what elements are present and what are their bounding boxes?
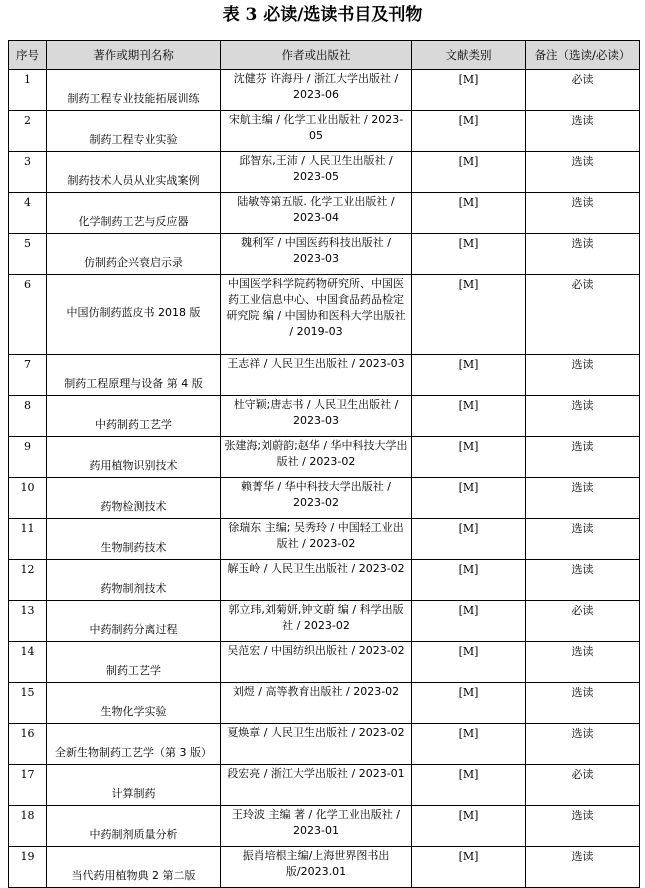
- header-seq: 序号: [9, 41, 47, 70]
- table-row: [9, 724, 640, 765]
- table-row: [9, 519, 640, 560]
- row-seq: 3: [9, 152, 47, 193]
- row-type: [M]: [412, 806, 526, 847]
- row-note: 选读: [526, 560, 640, 601]
- row-type: [M]: [412, 601, 526, 642]
- row-seq: 16: [9, 724, 47, 765]
- table-row: [9, 234, 640, 275]
- row-note: 选读: [526, 437, 640, 478]
- row-note: 选读: [526, 519, 640, 560]
- row-author: 魏利军 / 中国医药科技出版社 / 2023-03: [221, 234, 412, 275]
- row-note: 必读: [526, 601, 640, 642]
- table-row: [9, 478, 640, 519]
- row-author: 陆敏等第五版. 化学工业出版社 / 2023-04: [221, 193, 412, 234]
- table-row: [9, 355, 640, 396]
- row-name: 生物化学实验: [47, 683, 221, 724]
- row-name: 制药工程专业技能拓展训练: [47, 70, 221, 111]
- table-row: [9, 152, 640, 193]
- header-name: 著作或期刊名称: [47, 41, 221, 70]
- header-row: [9, 41, 640, 70]
- header-author: 作者或出版社: [221, 41, 412, 70]
- row-seq: 13: [9, 601, 47, 642]
- row-type: [M]: [412, 152, 526, 193]
- row-name: 制药技术人员从业实战案例: [47, 152, 221, 193]
- row-name: 制药工艺学: [47, 642, 221, 683]
- table-row: [9, 437, 640, 478]
- row-name: 中药制剂质量分析: [47, 806, 221, 847]
- table-row: [9, 847, 640, 888]
- row-type: [M]: [412, 275, 526, 355]
- row-note: 必读: [526, 275, 640, 355]
- row-seq: 8: [9, 396, 47, 437]
- row-name: 当代药用植物典 2 第二版: [47, 847, 221, 888]
- row-name: 制药工程专业实验: [47, 111, 221, 152]
- row-type: [M]: [412, 478, 526, 519]
- row-type: [M]: [412, 847, 526, 888]
- row-name: 药物制剂技术: [47, 560, 221, 601]
- row-seq: 12: [9, 560, 47, 601]
- row-seq: 10: [9, 478, 47, 519]
- row-seq: 2: [9, 111, 47, 152]
- table-row: [9, 111, 640, 152]
- table-row: [9, 601, 640, 642]
- row-note: 选读: [526, 847, 640, 888]
- row-author: 吴范宏 / 中国纺织出版社 / 2023-02: [221, 642, 412, 683]
- row-name: 药用植物识别技术: [47, 437, 221, 478]
- row-name: 仿制药企兴衰启示录: [47, 234, 221, 275]
- table-title: 表 3 必读/选读书目及刊物: [222, 5, 423, 25]
- row-author: 赖菁华 / 华中科技大学出版社 / 2023-02: [221, 478, 412, 519]
- row-author: 振肖培根主编/上海世界图书出版/2023.01: [221, 847, 412, 888]
- row-author: 段宏亮 / 浙江大学出版社 / 2023-01: [221, 765, 412, 806]
- row-type: [M]: [412, 642, 526, 683]
- row-note: 选读: [526, 111, 640, 152]
- row-seq: 5: [9, 234, 47, 275]
- row-note: 选读: [526, 806, 640, 847]
- row-note: 选读: [526, 396, 640, 437]
- row-seq: 18: [9, 806, 47, 847]
- row-type: [M]: [412, 355, 526, 396]
- row-name: 中国仿制药蓝皮书 2018 版: [47, 275, 221, 355]
- row-name: 全新生物制药工艺学（第 3 版）: [47, 724, 221, 765]
- row-note: 选读: [526, 683, 640, 724]
- row-name: 计算制药: [47, 765, 221, 806]
- row-note: 选读: [526, 478, 640, 519]
- row-seq: 1: [9, 70, 47, 111]
- row-type: [M]: [412, 519, 526, 560]
- reading-list-table: [8, 40, 640, 888]
- table-row: [9, 396, 640, 437]
- row-note: 必读: [526, 70, 640, 111]
- row-type: [M]: [412, 560, 526, 601]
- row-type: [M]: [412, 396, 526, 437]
- row-author: 郭立玮,刘菊妍,钟文蔚 编 / 科学出版社 / 2023-02: [221, 601, 412, 642]
- row-seq: 11: [9, 519, 47, 560]
- row-type: [M]: [412, 437, 526, 478]
- row-note: 选读: [526, 152, 640, 193]
- row-note: 选读: [526, 193, 640, 234]
- table-row: [9, 193, 640, 234]
- row-type: [M]: [412, 193, 526, 234]
- row-note: 选读: [526, 642, 640, 683]
- row-type: [M]: [412, 683, 526, 724]
- row-author: 宋航主编 / 化学工业出版社 / 2023-05: [221, 111, 412, 152]
- row-note: 选读: [526, 724, 640, 765]
- row-author: 徐瑞东 主编; 吴秀玲 / 中国轻工业出版社 / 2023-02: [221, 519, 412, 560]
- row-note: 选读: [526, 234, 640, 275]
- table-row: [9, 275, 640, 355]
- row-author: 刘煜 / 高等教育出版社 / 2023-02: [221, 683, 412, 724]
- row-name: 中药制药工艺学: [47, 396, 221, 437]
- table-row: [9, 70, 640, 111]
- row-name: 制药工程原理与设备 第 4 版: [47, 355, 221, 396]
- row-seq: 4: [9, 193, 47, 234]
- row-author: 邱智东,王沛 / 人民卫生出版社 / 2023-05: [221, 152, 412, 193]
- table-row: [9, 765, 640, 806]
- row-author: 沈健芬 许海丹 / 浙江大学出版社 / 2023-06: [221, 70, 412, 111]
- table-row: [9, 560, 640, 601]
- row-type: [M]: [412, 111, 526, 152]
- table-row: [9, 642, 640, 683]
- row-type: [M]: [412, 70, 526, 111]
- row-name: 生物制药技术: [47, 519, 221, 560]
- row-type: [M]: [412, 765, 526, 806]
- row-seq: 15: [9, 683, 47, 724]
- row-type: [M]: [412, 234, 526, 275]
- row-author: 解玉岭 / 人民卫生出版社 / 2023-02: [221, 560, 412, 601]
- row-note: 选读: [526, 355, 640, 396]
- row-name: 化学制药工艺与反应器: [47, 193, 221, 234]
- row-note: 必读: [526, 765, 640, 806]
- row-author: 王志祥 / 人民卫生出版社 / 2023-03: [221, 355, 412, 396]
- row-type: [M]: [412, 724, 526, 765]
- row-seq: 7: [9, 355, 47, 396]
- row-name: 药物检测技术: [47, 478, 221, 519]
- header-note: 备注（选读/必读）: [526, 41, 640, 70]
- row-author: 中国医学科学院药物研究所、中国医药工业信息中心、中国食品药品检定研究院 编 / 中国协和医科大学出版社 / 2019-03: [221, 275, 412, 355]
- row-seq: 6: [9, 275, 47, 355]
- row-author: 杜守颖;唐志书 / 人民卫生出版社 / 2023-03: [221, 396, 412, 437]
- row-seq: 14: [9, 642, 47, 683]
- table-row: [9, 683, 640, 724]
- header-type: 文献类别: [412, 41, 526, 70]
- row-seq: 9: [9, 437, 47, 478]
- row-author: 张建海;刘蔚韵;赵华 / 华中科技大学出版社 / 2023-02: [221, 437, 412, 478]
- row-name: 中药制药分离过程: [47, 601, 221, 642]
- row-author: 夏焕章 / 人民卫生出版社 / 2023-02: [221, 724, 412, 765]
- table-row: [9, 806, 640, 847]
- row-seq: 17: [9, 765, 47, 806]
- row-author: 王玲波 主编 著 / 化学工业出版社 / 2023-01: [221, 806, 412, 847]
- row-seq: 19: [9, 847, 47, 888]
